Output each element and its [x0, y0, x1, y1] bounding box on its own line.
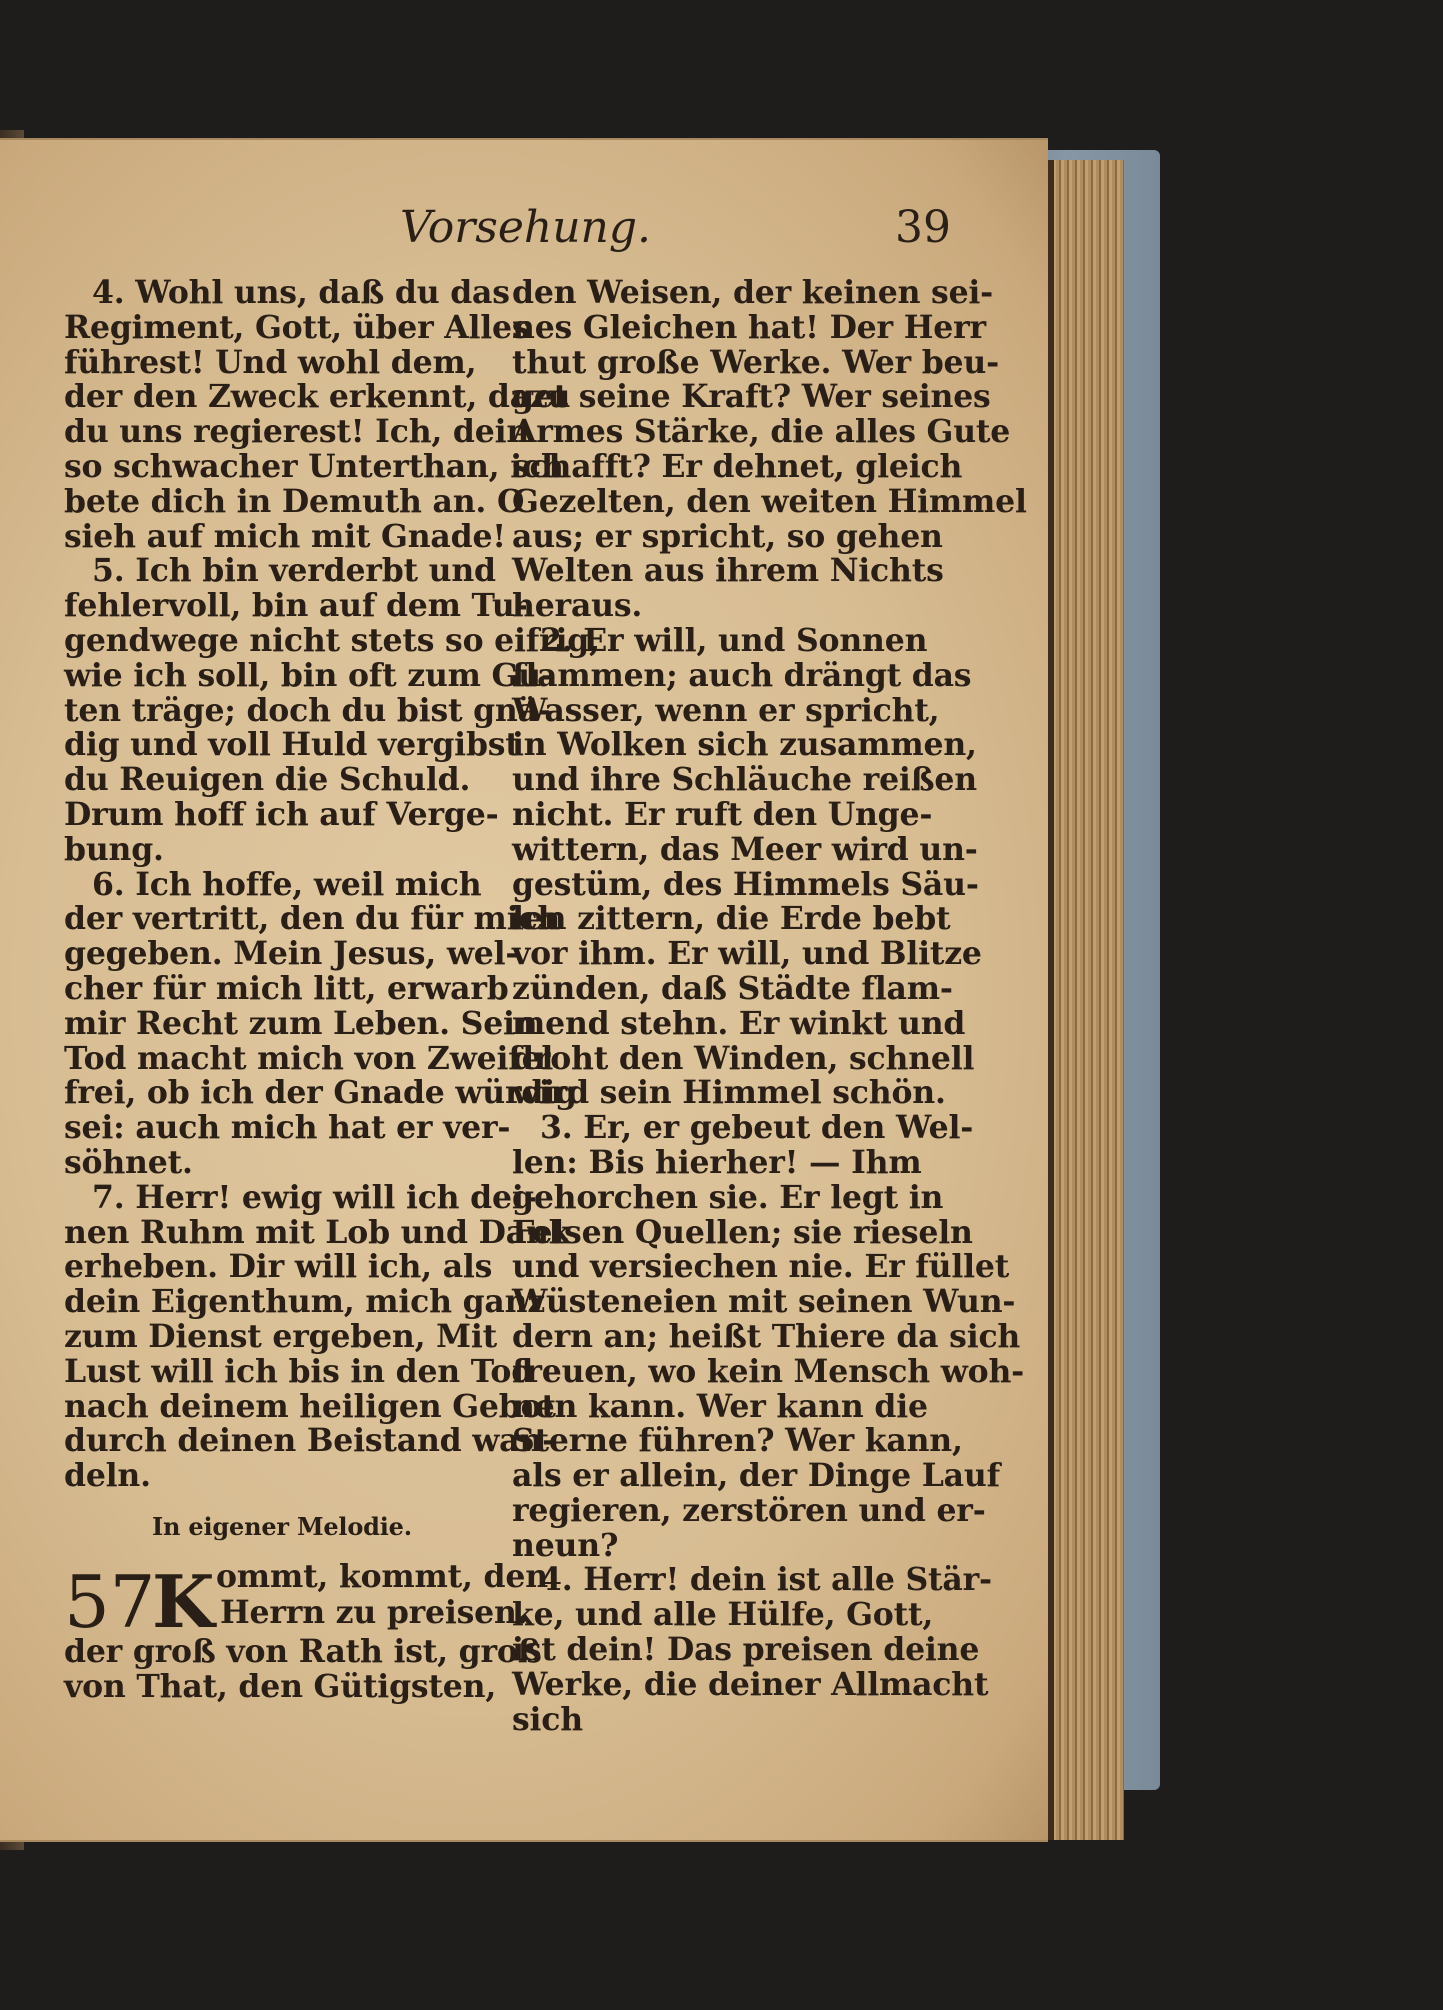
text-line: gegeben. Mein Jesus, wel- — [64, 935, 519, 973]
text-line: droht den Winden, schnell — [512, 1039, 975, 1077]
text-line: führest! Und wohl dem, — [64, 343, 477, 381]
text-line: wird sein Himmel schön. — [512, 1074, 946, 1112]
text-line: sei: auch mich hat er ver- — [64, 1109, 511, 1147]
hymn-first-line: ommt, kommt, den — [216, 1557, 548, 1595]
text-line: du uns regierest! Ich, dein — [64, 413, 530, 451]
text-line: nen kann. Wer kann die — [512, 1387, 928, 1425]
text-line: freuen, wo kein Mensch woh- — [512, 1352, 1025, 1390]
text-line: Welten aus ihrem Nichts — [512, 552, 944, 590]
text-line: aus; er spricht, so gehen — [512, 517, 943, 555]
hymn-start — [64, 1557, 548, 1644]
text-line: dein Eigenthum, mich ganz — [64, 1283, 546, 1321]
text-line: 5. Ich bin verderbt und — [92, 552, 496, 590]
text-line: get seine Kraft? Wer seines — [512, 378, 991, 416]
text-line: der den Zweck erkennt, dazu — [64, 378, 571, 416]
text-line: mend stehn. Er winkt und — [512, 1004, 966, 1042]
text-line: Gezelten, den weiten Himmel — [512, 482, 1027, 520]
text-line: Regiment, Gott, über Alles — [64, 308, 530, 346]
text-line: thut große Werke. Wer beu- — [512, 343, 999, 381]
hymn-initial: K — [152, 1558, 215, 1644]
text-line: Werke, die deiner Allmacht — [512, 1665, 989, 1703]
text-line: den Weisen, der keinen sei- — [512, 274, 994, 311]
text-line: neun? — [512, 1526, 619, 1564]
right-column-lines — [512, 274, 1027, 1738]
text-line: zünden, daß Städte flam- — [512, 969, 953, 1007]
text-line: sieh auf mich mit Gnade! — [64, 517, 506, 555]
text-line: deln. — [64, 1457, 151, 1495]
text-line: cher für mich litt, erwarb — [64, 969, 509, 1007]
text-line: dern an; heißt Thiere da sich — [512, 1317, 1021, 1355]
text-line: Tod macht mich von Zweifel — [64, 1039, 554, 1077]
text-line: Lust will ich bis in den Tod — [64, 1352, 534, 1390]
text-line: nach deinem heiligen Gebot — [64, 1387, 556, 1425]
text-line: wie ich soll, bin oft zum Gu- — [64, 656, 554, 694]
text-line: söhnet. — [64, 1143, 193, 1181]
right-column — [512, 274, 1027, 1738]
text-line: sich — [512, 1700, 583, 1738]
text-line: mir Recht zum Leben. Sein — [64, 1004, 538, 1042]
text-line: erheben. Dir will ich, als — [64, 1248, 493, 1286]
text-line: heraus. — [512, 587, 643, 625]
text-line: Felsen Quellen; sie rieseln — [512, 1213, 973, 1251]
text-line: nes Gleichen hat! Der Herr — [512, 308, 986, 346]
text-line: 3. Er, er gebeut den Wel- — [540, 1109, 974, 1147]
text-line: ist dein! Das preisen deine — [512, 1631, 980, 1669]
running-title: Vorsehung. — [400, 202, 652, 253]
text-line: Wasser, wenn er spricht, — [512, 691, 940, 729]
text-line: Armes Stärke, die alles Gute — [512, 413, 1011, 451]
text-line: als er allein, der Dinge Lauf — [512, 1457, 1000, 1495]
book-page — [0, 138, 1048, 1842]
text-line: du Reuigen die Schuld. — [64, 761, 471, 799]
text-line: schafft? Er dehnet, gleich — [512, 447, 963, 485]
page-number: 39 — [895, 202, 951, 253]
text-line: nicht. Er ruft den Unge- — [512, 795, 933, 833]
text-line: in Wolken sich zusammen, — [512, 726, 977, 764]
text-line: frei, ob ich der Gnade würdig — [64, 1074, 577, 1112]
hymn-continuation-line: von That, den Gütigsten, — [64, 1667, 497, 1705]
melody-note: In eigener Melodie. — [152, 1511, 412, 1541]
text-line: Sterne führen? Wer kann, — [512, 1422, 963, 1460]
running-head — [0, 202, 1048, 262]
hymn-continuation-line: der groß von Rath ist, groß — [64, 1632, 542, 1670]
text-line: zum Dienst ergeben, Mit — [64, 1317, 497, 1355]
text-line: len zittern, die Erde bebt — [512, 900, 951, 938]
text-line: wittern, das Meer wird un- — [512, 830, 978, 868]
hymn-second-line: Herrn zu preisen. — [220, 1593, 528, 1631]
text-line: ke, und alle Hülfe, Gott, — [512, 1596, 934, 1634]
text-line: ten träge; doch du bist gnä- — [64, 691, 551, 729]
text-line: durch deinen Beistand wan- — [64, 1422, 555, 1460]
text-line: bung. — [64, 830, 164, 868]
text-line: nen Ruhm mit Lob und Dank — [64, 1213, 571, 1251]
text-line: so schwacher Unterthan, ich — [64, 447, 564, 485]
text-line: len: Bis hierher! — Ihm — [512, 1143, 922, 1181]
text-line: Drum hoff ich auf Verge- — [64, 795, 499, 833]
hymn-number: 57 — [64, 1559, 156, 1644]
text-line: 6. Ich hoffe, weil mich — [92, 865, 482, 903]
text-line: gestüm, des Himmels Säu- — [512, 865, 979, 903]
text-line: dig und voll Huld vergibst — [64, 726, 520, 764]
text-line: und versiechen nie. Er füllet — [512, 1248, 1010, 1286]
text-line: regieren, zerstören und er- — [512, 1491, 986, 1529]
text-line: gehorchen sie. Er legt in — [512, 1178, 944, 1216]
text-line: 4. Wohl uns, daß du das — [92, 274, 510, 311]
text-line: 2. Er will, und Sonnen — [540, 621, 928, 659]
text-line: vor ihm. Er will, und Blitze — [512, 935, 982, 973]
text-line: gendwege nicht stets so eifrig, — [64, 621, 600, 659]
text-line: 4. Herr! dein ist alle Stär- — [540, 1561, 992, 1599]
text-line: fehlervoll, bin auf dem Tu- — [64, 587, 528, 625]
text-line: bete dich in Demuth an. O — [64, 482, 525, 520]
text-line: Wüsteneien mit seinen Wun- — [512, 1283, 1016, 1321]
text-line: und ihre Schläuche reißen — [512, 761, 977, 799]
text-line: 7. Herr! ewig will ich dei- — [92, 1178, 537, 1216]
text-line: flammen; auch drängt das — [512, 656, 972, 694]
text-line: der vertritt, den du für mich — [64, 900, 561, 938]
